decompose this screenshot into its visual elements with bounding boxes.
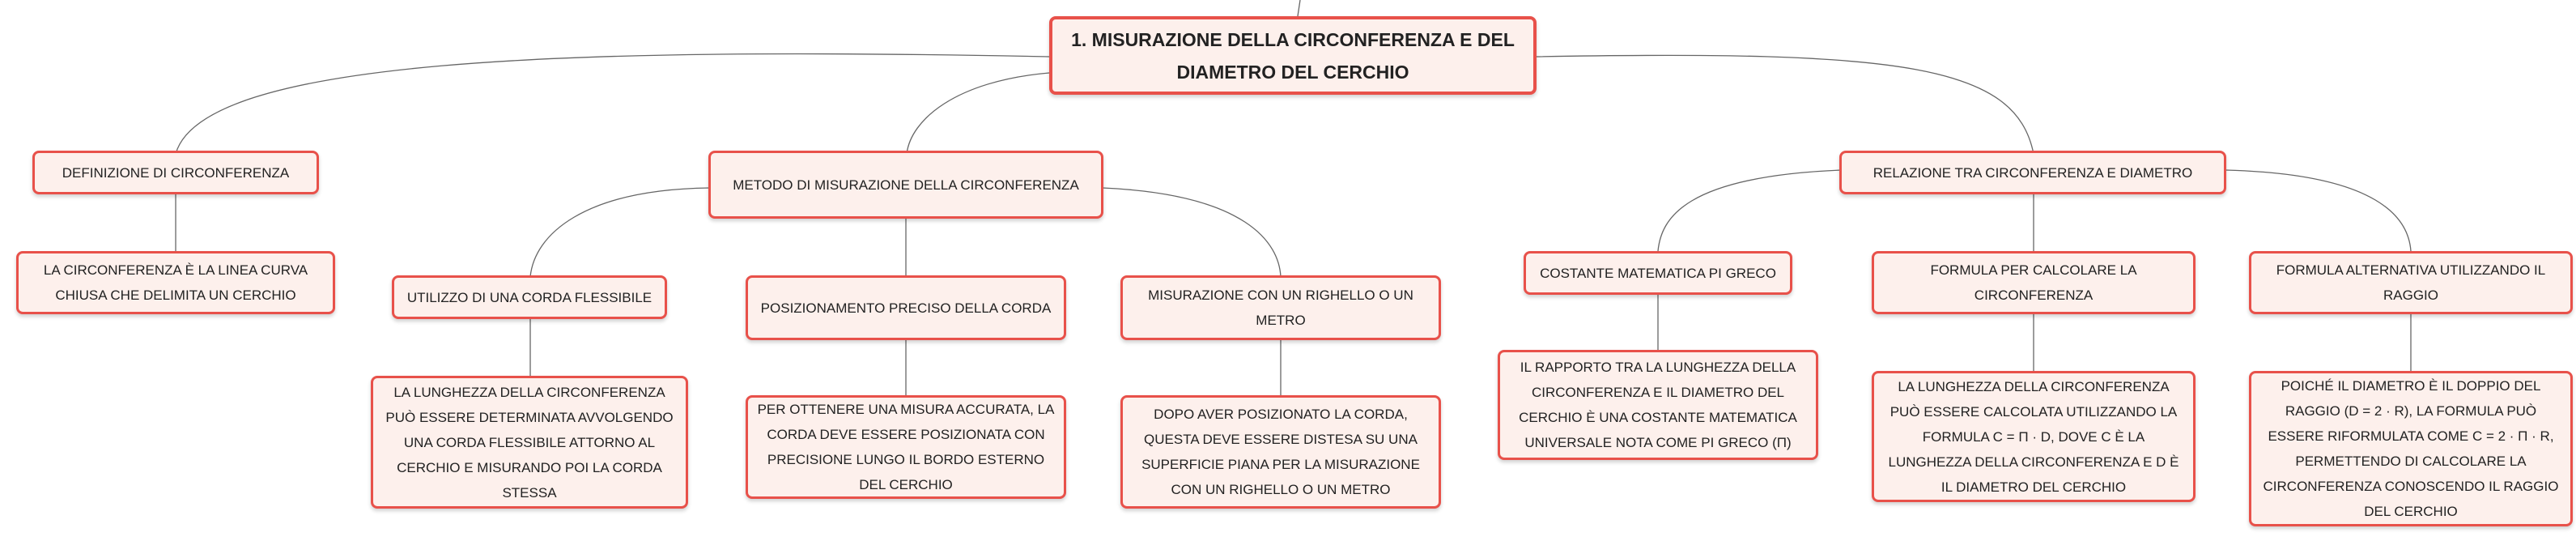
root-topic[interactable]: 1. MISURAZIONE DELLA CIRCONFERENZA E DEL DIAMETRO DEL CERCHIO xyxy=(1049,16,1537,95)
connector-metodo-righello xyxy=(1103,188,1281,277)
topic-definizione-circonferenza[interactable]: DEFINIZIONE DI CIRCONFERENZA xyxy=(32,151,319,194)
detail-costante-pi-greco[interactable]: IL RAPPORTO TRA LA LUNGHEZZA DELLA CIRCONFERENZA E IL DIAMETRO DEL CERCHIO È UNA COSTANTE MATEMATICA UNIVERSALE NOTA COME PI GRECO (Π) xyxy=(1498,350,1818,460)
detail-formula-raggio[interactable]: POICHÉ IL DIAMETRO È IL DOPPIO DEL RAGGIO (D = 2 · R), LA FORMULA PUÒ ESSERE RIFORMULATA COME C = 2 · Π · R, PERMETTENDO DI CALCOLARE LA CIRCONFERENZA CONOSCENDO IL RAGGIO DEL CERCHIO xyxy=(2249,371,2573,526)
subtopic-posizionamento-corda[interactable]: POSIZIONAMENTO PRECISO DELLA CORDA xyxy=(746,275,1066,340)
detail-corda-flessibile[interactable]: LA LUNGHEZZA DELLA CIRCONFERENZA PUÒ ESSERE DETERMINATA AVVOLGENDO UNA CORDA FLESSIBILE ATTORNO AL CERCHIO E MISURANDO POI LA CORDA STESSA xyxy=(371,376,688,509)
detail-definizione-circonferenza[interactable]: LA CIRCONFERENZA È LA LINEA CURVA CHIUSA CHE DELIMITA UN CERCHIO xyxy=(16,251,335,314)
connector-root-metodo xyxy=(907,73,1049,154)
connector-relazione-costante xyxy=(1658,170,1841,251)
detail-misurazione-righello[interactable]: DOPO AVER POSIZIONATO LA CORDA, QUESTA DEVE ESSERE DISTESA SU UNA SUPERFICIE PIANA PER LA MISURAZIONE CON UN RIGHELLO O UN METRO xyxy=(1120,395,1441,509)
subtopic-costante-pi-greco[interactable]: COSTANTE MATEMATICA PI GRECO xyxy=(1524,251,1792,295)
connector-relazione-alternativa xyxy=(2225,170,2411,251)
subtopic-corda-flessibile[interactable]: UTILIZZO DI UNA CORDA FLESSIBILE xyxy=(392,275,667,319)
connector-root-definizione xyxy=(176,54,1049,154)
subtopic-formula-circonferenza[interactable]: FORMULA PER CALCOLARE LA CIRCONFERENZA xyxy=(1872,251,2196,314)
subtopic-formula-raggio[interactable]: FORMULA ALTERNATIVA UTILIZZANDO IL RAGGIO xyxy=(2249,251,2573,314)
detail-posizionamento-corda[interactable]: PER OTTENERE UNA MISURA ACCURATA, LA CORDA DEVE ESSERE POSIZIONATA CON PRECISIONE LUNGO IL BORDO ESTERNO DEL CERCHIO xyxy=(746,395,1066,499)
topic-metodo-misurazione[interactable]: METODO DI MISURAZIONE DELLA CIRCONFERENZA xyxy=(708,151,1103,219)
connector-root-relazione xyxy=(1537,55,2034,154)
detail-formula-circonferenza[interactable]: LA LUNGHEZZA DELLA CIRCONFERENZA PUÒ ESSERE CALCOLATA UTILIZZANDO LA FORMULA C = Π · D, DOVE C È LA LUNGHEZZA DELLA CIRCONFERENZA E D È IL DIAMETRO DEL CERCHIO xyxy=(1872,371,2196,502)
topic-relazione-circonferenza-diametro[interactable]: RELAZIONE TRA CIRCONFERENZA E DIAMETRO xyxy=(1839,151,2226,194)
subtopic-misurazione-righello[interactable]: MISURAZIONE CON UN RIGHELLO O UN METRO xyxy=(1120,275,1441,340)
connector-root-up xyxy=(1298,0,1300,16)
connector-metodo-corda xyxy=(530,188,710,277)
